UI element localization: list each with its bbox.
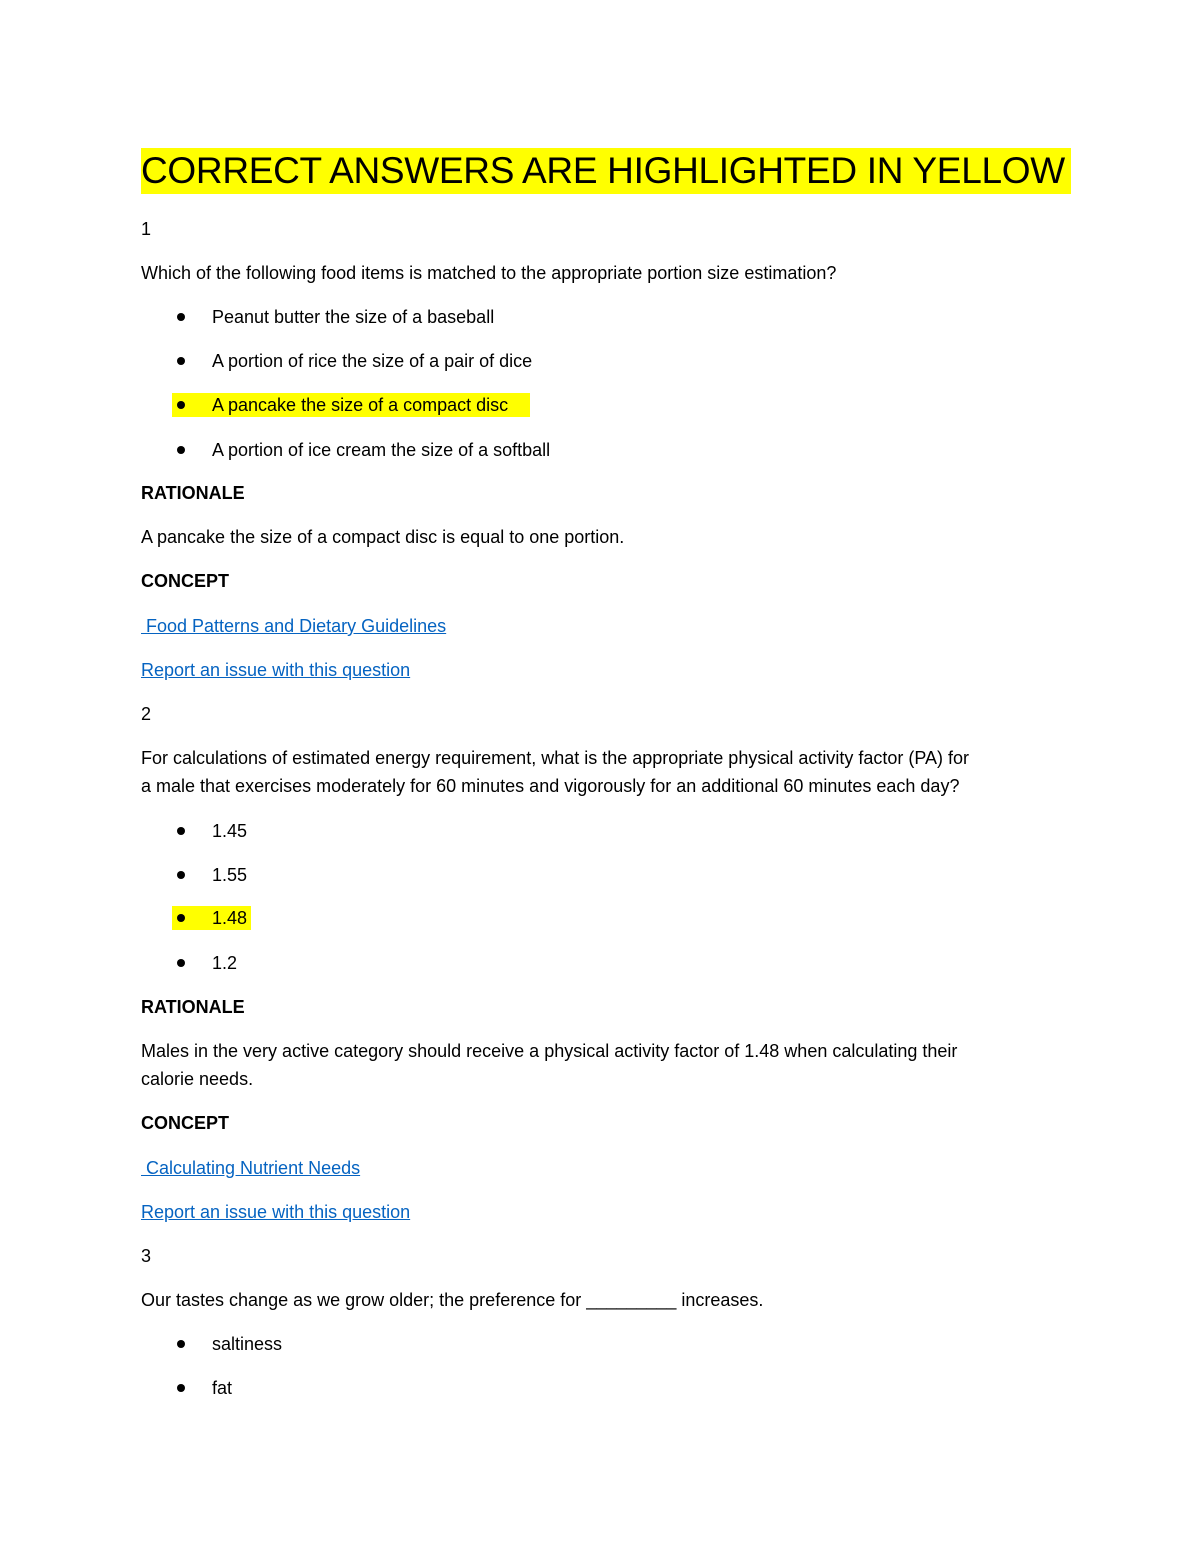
bullet-icon xyxy=(177,313,185,321)
rationale-heading: RATIONALE xyxy=(141,997,245,1017)
report-issue-link[interactable]: Report an issue with this question xyxy=(141,660,411,680)
concept-link[interactable]: Food Patterns and Dietary Guidelines xyxy=(141,616,447,636)
bullet-icon xyxy=(177,914,185,922)
bullet-icon xyxy=(177,1340,185,1348)
question-prompt-line1: For calculations of estimated energy requirement, what is the appropriate physical activity factor (PA) for xyxy=(141,748,970,768)
concept-link[interactable]: Calculating Nutrient Needs xyxy=(141,1158,361,1178)
document-page: CORRECT ANSWERS ARE HIGHLIGHTED IN YELLOW 1 Which of the following food items is matched to the appropriate portion size estimation? Peanut butter the size of a baseball A portion of rice the size of a pair of dice A pancake the size of a compact disc A portion of ice cream the size of a softball RATIONALE A pancake the size of a compact disc is equal to one portion. CONCEPT Food Patterns and Dietary Guidelines Report an issue with this question 2 For calculations of estimated energy requirement, what is the appropriate physical activity factor (PA) for a male that exercises moderately for 60 minutes and vigorously for an additional 60 minutes each day? 1.45 1.55 1.48 1.2 RATIONALE Males in the very active category should receive a physical activity factor of 1.48 when calculating their calorie needs. CONCEPT Calculating Nutrient Needs Report an issue with this question 3 Our tastes change as we grow older; the preference for _________ increases. saltiness fat xyxy=(0,0,1200,1553)
bullet-icon xyxy=(177,446,185,454)
bullet-icon xyxy=(177,827,185,835)
bullet-icon xyxy=(177,401,185,409)
rationale-heading: RATIONALE xyxy=(141,483,245,503)
rationale-text: A pancake the size of a compact disc is equal to one portion. xyxy=(141,527,625,547)
concept-heading: CONCEPT xyxy=(141,571,230,591)
question-number: 1 xyxy=(141,219,152,239)
correct-answer-option: A pancake the size of a compact disc xyxy=(172,393,530,417)
question-prompt: Which of the following food items is matched to the appropriate portion size estimation? xyxy=(141,263,837,283)
rationale-text-line1: Males in the very active category should receive a physical activity factor of 1.48 when calculating their xyxy=(141,1041,958,1061)
question-prompt: Our tastes change as we grow older; the preference for _________ increases. xyxy=(141,1290,764,1310)
question-number: 2 xyxy=(141,704,152,724)
rationale-text-line2: calorie needs. xyxy=(141,1069,254,1089)
concept-heading: CONCEPT xyxy=(141,1113,230,1133)
page-title: CORRECT ANSWERS ARE HIGHLIGHTED IN YELLOW xyxy=(141,148,1071,194)
report-issue-link[interactable]: Report an issue with this question xyxy=(141,1202,411,1222)
bullet-icon xyxy=(177,871,185,879)
bullet-icon xyxy=(177,1384,185,1392)
question-prompt-line2: a male that exercises moderately for 60 minutes and vigorously for an additional 60 minutes each day? xyxy=(141,776,960,796)
bullet-icon xyxy=(177,357,185,365)
correct-answer-option: 1.48 xyxy=(172,906,251,930)
question-number: 3 xyxy=(141,1246,152,1266)
bullet-icon xyxy=(177,959,185,967)
